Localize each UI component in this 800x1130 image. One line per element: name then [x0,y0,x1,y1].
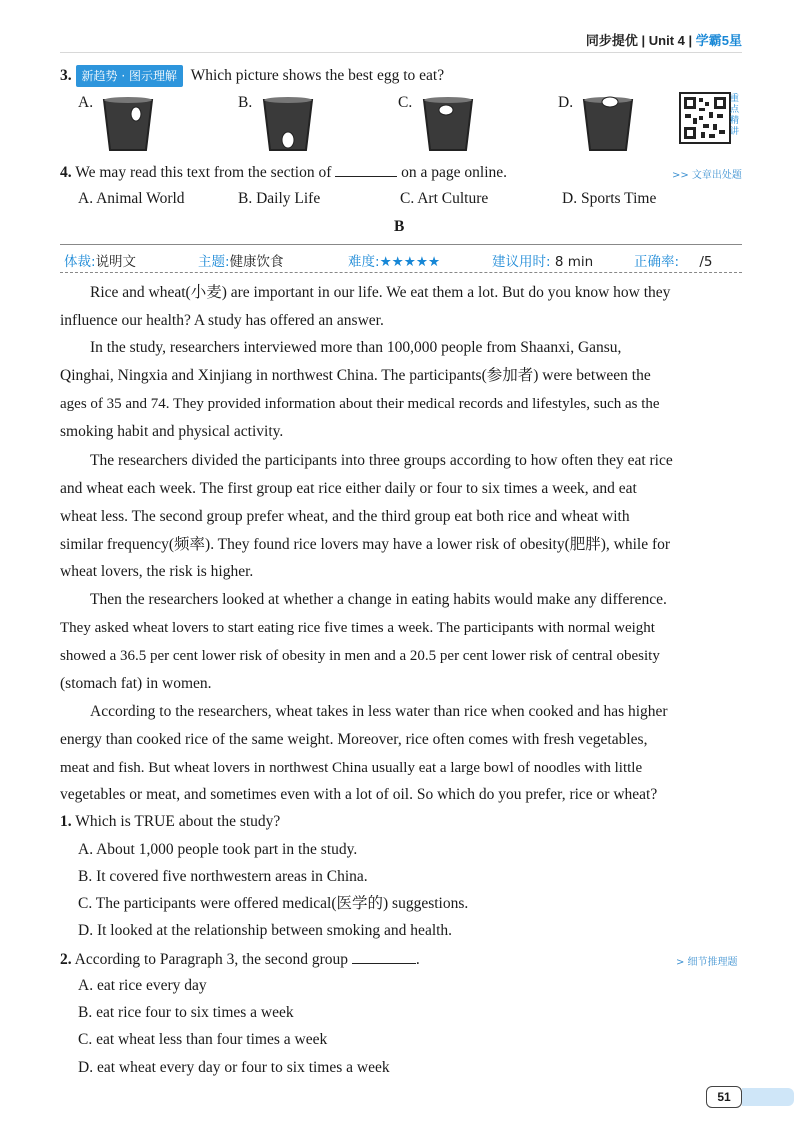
info-time-value: 8 min [554,254,594,270]
b-q2-option-b[interactable]: B. eat rice four to six times a week [78,1004,294,1021]
q3-tag: 新趋势 · 图示理解 [76,65,183,87]
q4-number: 4. [60,164,72,181]
info-bar-top-rule [60,244,742,245]
q3-text: Which picture shows the best egg to eat? [190,67,445,84]
b-q1-option-c[interactable]: C. The participants were offered medical(医学的) suggestions. [78,895,469,912]
passage-line: and wheat each week. The first group eat rice either daily or four to six times a week, and eat [60,480,637,497]
b-q2-number: 2. [60,951,72,968]
q3-option-a-label: A. [78,94,94,111]
passage-line: Rice and wheat(小麦) are important in our life. We eat them a lot. But do you know how they [90,284,671,301]
page-header: 同步提优 | Unit 4 | 学霸5星 [585,33,742,48]
passage-line: showed a 36.5 per cent lower risk of obesity in men and a 20.5 per cent lower risk of central obesity [60,648,660,664]
header-series: 同步提优 [585,33,638,48]
passage-line: They asked wheat lovers to start eating rice five times a week. The participants with normal weight [60,620,655,636]
q3-option-c-label: C. [398,94,413,111]
qr-code-icon[interactable] [679,92,731,144]
q4-option-d[interactable]: D. Sports Time [562,190,657,207]
info-genre-value: 说明文 [95,254,137,270]
b-q2-option-a[interactable]: A. eat rice every day [78,977,207,994]
q4-blank[interactable] [335,162,397,177]
b-q1-option-a[interactable]: A. About 1,000 people took part in the study. [78,841,358,858]
header-rule [60,52,742,53]
q3-option-d-label: D. [558,94,574,111]
cup-egg-middle-icon [420,94,476,152]
q4-text-after: on a page online. [401,164,508,181]
b-q2-text-after: . [415,951,420,968]
b-q1-text: Which is TRUE about the study? [75,813,281,830]
info-time [492,250,593,270]
qr-side-label: 重点精讲 [730,94,740,137]
info-time-label: 建议用时: [492,254,551,270]
passage-line: In the study, researchers interviewed more than 100,000 people from Shaanxi, Gansu, [90,339,622,356]
passage-line: similar frequency(频率). They found rice lovers may have a lower risk of obesity(肥胖), while for [60,536,671,553]
q4-option-b[interactable]: B. Daily Life [238,190,321,207]
b-q2-option-d[interactable]: D. eat wheat every day or four to six times a week [78,1059,390,1076]
b-q1-option-d[interactable]: D. It looked at the relationship between smoking and health. [78,922,453,939]
q4-option-a[interactable]: A. Animal World [78,190,185,207]
info-topic [198,250,284,270]
cup-egg-floating-icon [100,94,156,152]
cup-egg-top-icon [580,94,636,152]
passage-line: wheat less. The second group prefer wheat, and the third group eat both rice and wheat with [60,508,630,525]
page-number: 51 [706,1086,742,1108]
passage-line: influence our health? A study has offered an answer. [60,312,384,329]
passage-line: smoking habit and physical activity. [60,423,284,440]
q4-text-before: We may read this text from the section of [75,164,332,181]
b-q1-option-b[interactable]: B. It covered five northwestern areas in China. [78,868,368,885]
q3-number: 3. [60,67,72,84]
b-q1-stem [60,812,280,832]
info-topic-value: 健康饮食 [229,254,284,270]
info-topic-label: 主题: [198,254,230,270]
header-unit: Unit 4 [648,33,685,48]
passage-line: ages of 35 and 74. They provided information about their medical records and lifestyles, such as the [60,396,660,412]
header-brand: 学霸5星 [695,33,742,48]
info-genre-label: 体裁: [64,254,96,270]
info-bar-bottom-rule [60,272,742,273]
q4-stem [60,162,507,183]
info-difficulty [348,250,440,270]
b-q2-option-c[interactable]: C. eat wheat less than four times a week [78,1031,328,1048]
passage-line: (stomach fat) in women. [60,675,212,692]
b-q2-text-before: According to Paragraph 3, the second group [74,951,348,968]
info-accuracy-value: /5 [699,254,713,270]
q4-option-c[interactable]: C. Art Culture [400,190,489,207]
b-q2-blank[interactable] [352,949,416,964]
q3-stem [60,65,444,87]
passage-line: Then the researchers looked at whether a change in eating habits would make any difference. [90,591,667,608]
passage-line: The researchers divided the participants into three groups according to how often they eat rice [90,452,673,469]
passage-line: energy than cooked rice of the same weight. Moreover, rice often comes with fresh vegetables, [60,731,648,748]
info-accuracy-label: 正确率: [634,254,680,270]
passage-line: vegetables or meat, and sometimes even with a lot of oil. So which do you prefer, rice or wheat? [60,786,658,803]
q3-option-b-label: B. [238,94,253,111]
b-q2-side-note: > 细节推理题 [676,957,738,968]
info-difficulty-label: 难度: [348,254,380,270]
b-q1-number: 1. [60,813,72,830]
info-genre [64,250,136,270]
page-number-strip [742,1088,794,1106]
passage-line: wheat lovers, the risk is higher. [60,563,254,580]
difficulty-stars-icon: ★★★★★ [379,254,441,270]
q4-side-note: >> 文章出处题 [672,170,742,181]
passage-line: According to the researchers, wheat takes in less water than rice when cooked and has higher [90,703,668,720]
passage-line: meat and fish. But wheat lovers in northwest China usually eat a large bowl of noodles with little [60,760,643,776]
cup-egg-sinking-icon [260,94,316,152]
info-accuracy [634,250,713,270]
b-q2-stem [60,949,420,970]
section-label: B [394,218,405,235]
passage-line: Qinghai, Ningxia and Xinjiang in northwest China. The participants(参加者) were between the [60,367,651,384]
